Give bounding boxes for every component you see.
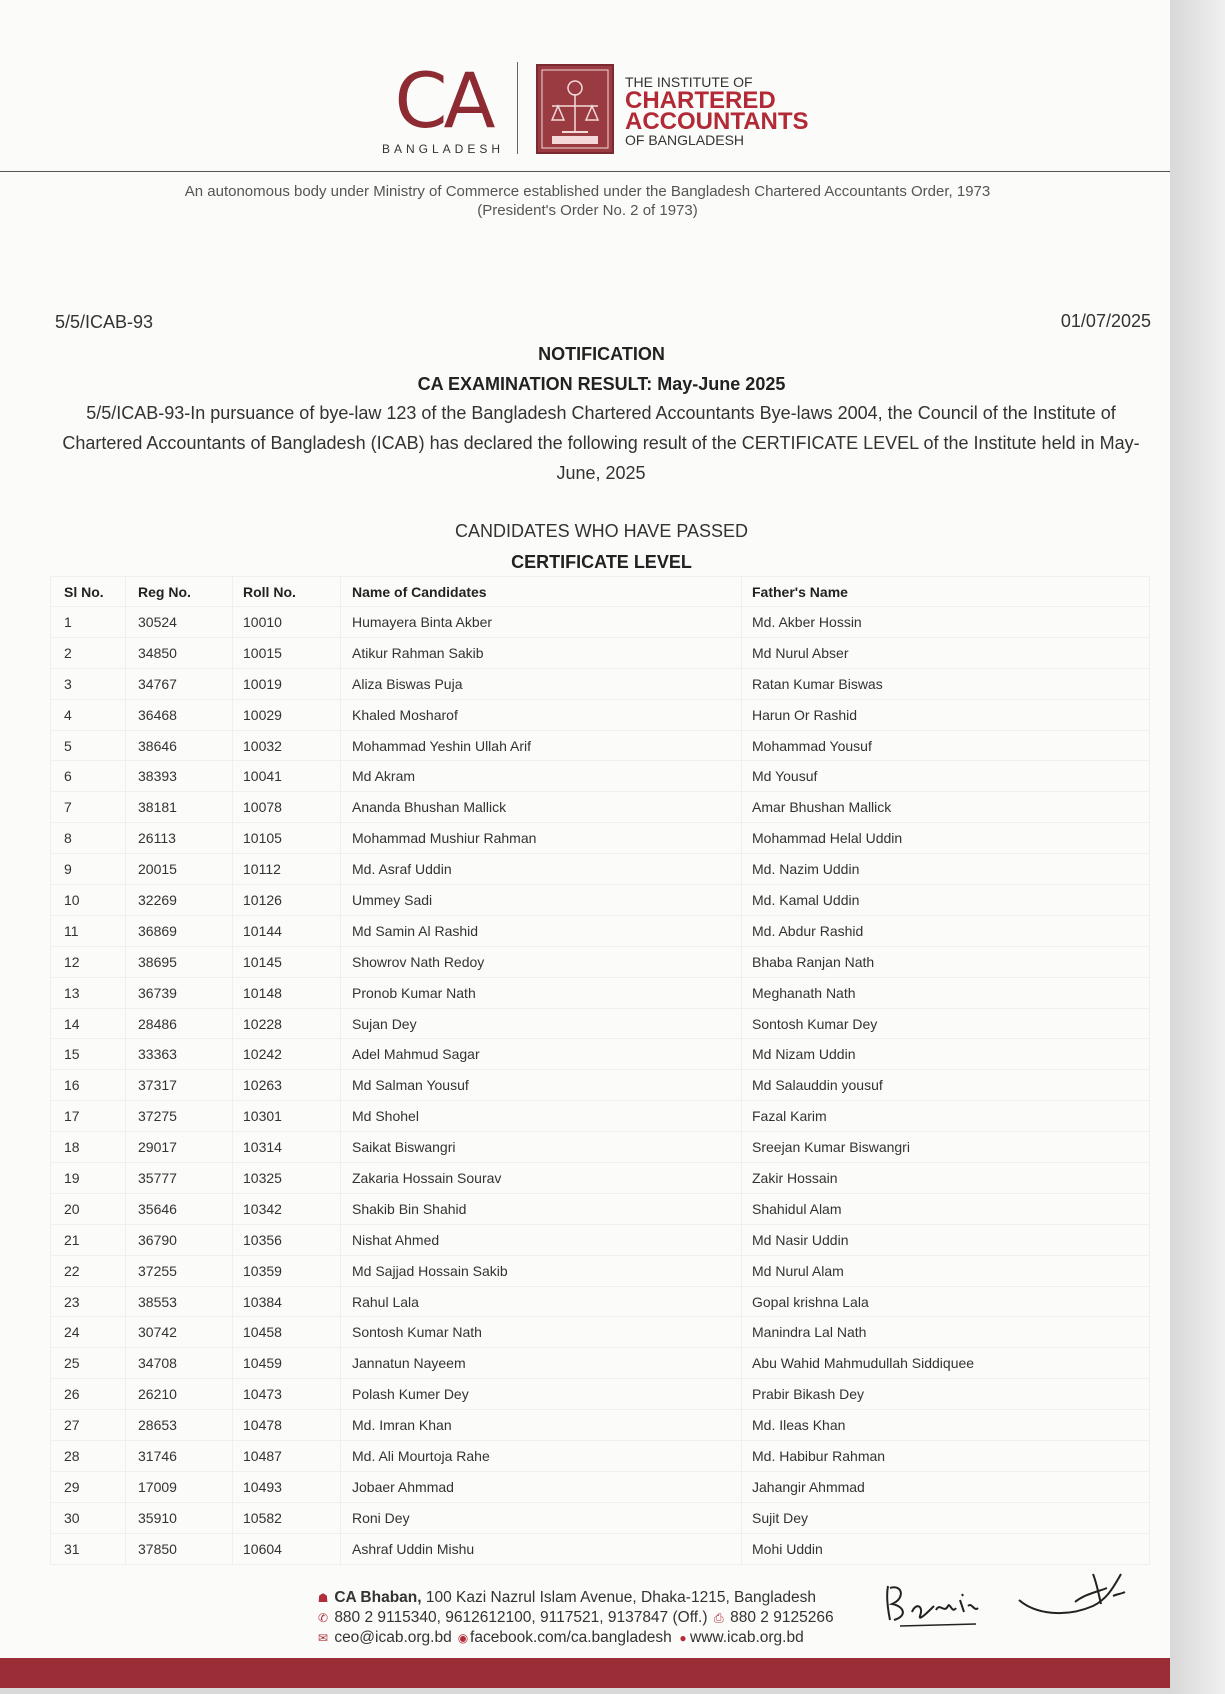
cell-sl-no: 7 xyxy=(51,792,126,823)
cell-father-name: Jahangir Ahmmad xyxy=(742,1471,1150,1502)
table-row xyxy=(51,1101,1150,1132)
cell-reg-no: 38181 xyxy=(126,792,233,823)
cell-sl-no: 6 xyxy=(51,761,126,792)
cell-candidate-name: Pronob Kumar Nath xyxy=(341,977,742,1008)
cell-reg-no: 34850 xyxy=(126,637,233,668)
cell-reg-no: 31746 xyxy=(126,1441,233,1472)
cell-reg-no: 38646 xyxy=(126,730,233,761)
cell-roll-no: 10029 xyxy=(233,699,341,730)
cell-father-name: Meghanath Nath xyxy=(742,977,1150,1008)
cell-reg-no: 26210 xyxy=(126,1379,233,1410)
cell-candidate-name: Rahul Lala xyxy=(341,1286,742,1317)
cell-father-name: Zakir Hossain xyxy=(742,1163,1150,1194)
col-father-name: Father's Name xyxy=(742,577,1150,607)
cell-father-name: Md Nurul Abser xyxy=(742,637,1150,668)
cell-sl-no: 29 xyxy=(51,1471,126,1502)
table-row xyxy=(51,607,1150,638)
cell-candidate-name: Sontosh Kumar Nath xyxy=(341,1317,742,1348)
cell-candidate-name: Md. Ali Mourtoja Rahe xyxy=(341,1441,742,1472)
cell-candidate-name: Khaled Mosharof xyxy=(341,699,742,730)
cell-candidate-name: Saikat Biswangri xyxy=(341,1132,742,1163)
website-link[interactable]: www.icab.org.bd xyxy=(690,1629,804,1646)
cell-roll-no: 10041 xyxy=(233,761,341,792)
cell-roll-no: 10144 xyxy=(233,915,341,946)
table-row xyxy=(51,1471,1150,1502)
cell-candidate-name: Ashraf Uddin Mishu xyxy=(341,1533,742,1564)
table-row xyxy=(51,1317,1150,1348)
cell-sl-no: 20 xyxy=(51,1193,126,1224)
cell-father-name: Md Nizam Uddin xyxy=(742,1039,1150,1070)
cell-roll-no: 10263 xyxy=(233,1070,341,1101)
cell-reg-no: 32269 xyxy=(126,885,233,916)
cell-reg-no: 37275 xyxy=(126,1101,233,1132)
cell-sl-no: 12 xyxy=(51,946,126,977)
col-sl-no: Sl No. xyxy=(51,577,126,607)
cell-sl-no: 13 xyxy=(51,977,126,1008)
cell-father-name: Md. Akber Hossin xyxy=(742,607,1150,638)
cell-roll-no: 10384 xyxy=(233,1286,341,1317)
facebook-icon: ◉ xyxy=(457,1631,469,1645)
cell-sl-no: 18 xyxy=(51,1132,126,1163)
cell-roll-no: 10105 xyxy=(233,823,341,854)
phone-icon: ✆ xyxy=(317,1611,329,1625)
reference-number: 5/5/ICAB-93 xyxy=(55,312,154,332)
cell-sl-no: 19 xyxy=(51,1163,126,1194)
cell-roll-no: 10126 xyxy=(233,885,341,916)
cell-reg-no: 26113 xyxy=(126,823,233,854)
table-row xyxy=(51,1039,1150,1070)
cell-reg-no: 36790 xyxy=(126,1224,233,1255)
cell-sl-no: 28 xyxy=(51,1441,126,1472)
cell-sl-no: 5 xyxy=(51,730,126,761)
cell-roll-no: 10078 xyxy=(233,792,341,823)
cell-roll-no: 10228 xyxy=(233,1008,341,1039)
cell-father-name: Abu Wahid Mahmudullah Siddiquee xyxy=(742,1348,1150,1379)
table-row xyxy=(51,792,1150,823)
cell-roll-no: 10325 xyxy=(233,1163,341,1194)
cell-sl-no: 31 xyxy=(51,1533,126,1564)
cell-candidate-name: Jobaer Ahmmad xyxy=(341,1471,742,1502)
cell-sl-no: 27 xyxy=(51,1410,126,1441)
cell-roll-no: 10314 xyxy=(233,1132,341,1163)
signature-1 xyxy=(880,1576,990,1632)
cell-sl-no: 21 xyxy=(51,1224,126,1255)
cell-roll-no: 10301 xyxy=(233,1101,341,1132)
notice-title: NOTIFICATION xyxy=(538,344,665,364)
table-row xyxy=(51,823,1150,854)
cell-reg-no: 37255 xyxy=(126,1255,233,1286)
cell-sl-no: 23 xyxy=(51,1286,126,1317)
cell-candidate-name: Md Akram xyxy=(341,761,742,792)
cell-roll-no: 10015 xyxy=(233,637,341,668)
cell-father-name: Md. Nazim Uddin xyxy=(742,854,1150,885)
signature-2 xyxy=(1015,1566,1130,1626)
cell-father-name: Harun Or Rashid xyxy=(742,699,1150,730)
cell-sl-no: 22 xyxy=(51,1255,126,1286)
cell-candidate-name: Ummey Sadi xyxy=(341,885,742,916)
cell-father-name: Md. Abdur Rashid xyxy=(742,915,1150,946)
cell-candidate-name: Sujan Dey xyxy=(341,1008,742,1039)
cell-candidate-name: Nishat Ahmed xyxy=(341,1224,742,1255)
fax-icon: ⎙ xyxy=(714,1611,724,1625)
cell-father-name: Md Yousuf xyxy=(742,761,1150,792)
cell-sl-no: 30 xyxy=(51,1502,126,1533)
cell-sl-no: 26 xyxy=(51,1379,126,1410)
cell-sl-no: 17 xyxy=(51,1101,126,1132)
cell-sl-no: 16 xyxy=(51,1070,126,1101)
table-row xyxy=(51,1070,1150,1101)
cell-roll-no: 10145 xyxy=(233,946,341,977)
cell-sl-no: 2 xyxy=(51,637,126,668)
level-heading: CERTIFICATE LEVEL xyxy=(511,552,692,572)
cell-reg-no: 17009 xyxy=(126,1471,233,1502)
cell-candidate-name: Mohammad Mushiur Rahman xyxy=(341,823,742,854)
cell-reg-no: 30742 xyxy=(126,1317,233,1348)
table-row xyxy=(51,637,1150,668)
cell-candidate-name: Md Sajjad Hossain Sakib xyxy=(341,1255,742,1286)
institute-name: THE INSTITUTE OF CHARTERED ACCOUNTANTS OF BANGLADESH xyxy=(625,74,809,148)
cell-reg-no: 36468 xyxy=(126,699,233,730)
cell-candidate-name: Md Salman Yousuf xyxy=(341,1070,742,1101)
cell-reg-no: 30524 xyxy=(126,607,233,638)
cell-roll-no: 10032 xyxy=(233,730,341,761)
cell-reg-no: 38393 xyxy=(126,761,233,792)
cell-father-name: Amar Bhushan Mallick xyxy=(742,792,1150,823)
table-row xyxy=(51,699,1150,730)
table-row xyxy=(51,946,1150,977)
home-icon: ☗ xyxy=(317,1591,329,1605)
notice-body: 5/5/ICAB-93-In pursuance of bye-law 123 of the Bangladesh Chartered Accountants Bye-laws 2004, the Council of the Institute of Chartered Accountants of Bangladesh (ICAB) has declared the following result of the CERTIFICATE LEVEL of the Institute held in May-June, 2025 xyxy=(62,403,1140,483)
cell-roll-no: 10342 xyxy=(233,1193,341,1224)
cell-sl-no: 14 xyxy=(51,1008,126,1039)
table-row xyxy=(51,1379,1150,1410)
cell-roll-no: 10148 xyxy=(233,977,341,1008)
cell-sl-no: 3 xyxy=(51,668,126,699)
cell-reg-no: 35646 xyxy=(126,1193,233,1224)
logo-divider xyxy=(517,62,518,154)
cell-roll-no: 10242 xyxy=(233,1039,341,1070)
cell-reg-no: 28486 xyxy=(126,1008,233,1039)
globe-icon: ● xyxy=(679,1631,687,1645)
cell-candidate-name: Adel Mahmud Sagar xyxy=(341,1039,742,1070)
cell-roll-no: 10478 xyxy=(233,1410,341,1441)
cell-father-name: Md Nurul Alam xyxy=(742,1255,1150,1286)
cell-reg-no: 36739 xyxy=(126,977,233,1008)
cell-candidate-name: Ananda Bhushan Mallick xyxy=(341,792,742,823)
passed-heading: CANDIDATES WHO HAVE PASSED xyxy=(454,521,749,541)
cell-reg-no: 37317 xyxy=(126,1070,233,1101)
cell-reg-no: 28653 xyxy=(126,1410,233,1441)
cell-candidate-name: Md. Imran Khan xyxy=(341,1410,742,1441)
cell-roll-no: 10010 xyxy=(233,607,341,638)
cell-father-name: Mohammad Helal Uddin xyxy=(742,823,1150,854)
cell-sl-no: 11 xyxy=(51,915,126,946)
cell-candidate-name: Showrov Nath Redoy xyxy=(341,946,742,977)
cell-father-name: Md Nasir Uddin xyxy=(742,1224,1150,1255)
table-row xyxy=(51,977,1150,1008)
icab-emblem-icon xyxy=(536,64,614,154)
col-candidate-name: Name of Candidates xyxy=(341,577,742,607)
cell-candidate-name: Shakib Bin Shahid xyxy=(341,1193,742,1224)
cell-candidate-name: Humayera Binta Akber xyxy=(341,607,742,638)
table-row xyxy=(51,1286,1150,1317)
cell-candidate-name: Md. Asraf Uddin xyxy=(341,854,742,885)
table-row xyxy=(51,730,1150,761)
cell-sl-no: 9 xyxy=(51,854,126,885)
cell-father-name: Manindra Lal Nath xyxy=(742,1317,1150,1348)
cell-roll-no: 10493 xyxy=(233,1471,341,1502)
table-row xyxy=(51,885,1150,916)
cell-roll-no: 10019 xyxy=(233,668,341,699)
notice-date: 01/07/2025 xyxy=(1060,311,1151,331)
cell-roll-no: 10112 xyxy=(233,854,341,885)
cell-reg-no: 20015 xyxy=(126,854,233,885)
cell-candidate-name: Md Samin Al Rashid xyxy=(341,915,742,946)
cell-candidate-name: Atikur Rahman Sakib xyxy=(341,637,742,668)
cell-roll-no: 10356 xyxy=(233,1224,341,1255)
cell-candidate-name: Aliza Biswas Puja xyxy=(341,668,742,699)
email-link[interactable]: ceo@icab.org.bd xyxy=(334,1629,452,1646)
table-row xyxy=(51,1255,1150,1286)
cell-reg-no: 38553 xyxy=(126,1286,233,1317)
table-row xyxy=(51,668,1150,699)
col-roll-no: Roll No. xyxy=(233,577,341,607)
cell-father-name: Sontosh Kumar Dey xyxy=(742,1008,1150,1039)
cell-father-name: Mohammad Yousuf xyxy=(742,730,1150,761)
cell-roll-no: 10359 xyxy=(233,1255,341,1286)
cell-reg-no: 33363 xyxy=(126,1039,233,1070)
cell-father-name: Md. Kamal Uddin xyxy=(742,885,1150,916)
cell-candidate-name: Polash Kumer Dey xyxy=(341,1379,742,1410)
cell-father-name: Md. Habibur Rahman xyxy=(742,1441,1150,1472)
table-row xyxy=(51,1348,1150,1379)
email-icon: ✉ xyxy=(317,1631,329,1645)
cell-candidate-name: Jannatun Nayeem xyxy=(341,1348,742,1379)
cell-roll-no: 10582 xyxy=(233,1502,341,1533)
notice-subtitle: CA EXAMINATION RESULT: May-June 2025 xyxy=(417,374,786,394)
cell-reg-no: 34708 xyxy=(126,1348,233,1379)
cell-reg-no: 35910 xyxy=(126,1502,233,1533)
letterhead xyxy=(0,50,1170,170)
facebook-link[interactable]: facebook.com/ca.bangladesh xyxy=(470,1629,672,1646)
table-row xyxy=(51,1008,1150,1039)
table-row xyxy=(51,1502,1150,1533)
table-row xyxy=(51,915,1150,946)
col-reg-no: Reg No. xyxy=(126,577,233,607)
contact-footer: ☗ CA Bhaban, 100 Kazi Nazrul Islam Avenue, Dhaka-1215, Bangladesh ✆ 880 2 9115340, 9612612100, 9117521, 9137847 (Off.) ⎙ 880 2 9125266 ✉ ceo@icab.org.bd ◉ facebook.com/ca.bangladesh ● www.icab.org.bd xyxy=(317,1589,834,1646)
cell-reg-no: 34767 xyxy=(126,668,233,699)
cell-father-name: Shahidul Alam xyxy=(742,1193,1150,1224)
table-row xyxy=(51,1163,1150,1194)
cell-father-name: Ratan Kumar Biswas xyxy=(742,668,1150,699)
cell-roll-no: 10604 xyxy=(233,1533,341,1564)
cell-father-name: Sreejan Kumar Biswangri xyxy=(742,1132,1150,1163)
cell-father-name: Gopal krishna Lala xyxy=(742,1286,1150,1317)
cell-candidate-name: Zakaria Hossain Sourav xyxy=(341,1163,742,1194)
cell-candidate-name: Md Shohel xyxy=(341,1101,742,1132)
table-row xyxy=(51,854,1150,885)
cell-reg-no: 35777 xyxy=(126,1163,233,1194)
cell-reg-no: 29017 xyxy=(126,1132,233,1163)
table-row xyxy=(51,1441,1150,1472)
cell-father-name: Sujit Dey xyxy=(742,1502,1150,1533)
table-row xyxy=(51,1224,1150,1255)
table-row xyxy=(51,1410,1150,1441)
cell-father-name: Mohi Uddin xyxy=(742,1533,1150,1564)
cell-sl-no: 15 xyxy=(51,1039,126,1070)
header-rule xyxy=(0,171,1170,172)
cell-sl-no: 25 xyxy=(51,1348,126,1379)
autonomous-statement: An autonomous body under Ministry of Commerce established under the Bangladesh Chartered Accountants Order, 1973 (President's Order No. 2 of 1973) xyxy=(184,183,991,219)
cell-father-name: Md Salauddin yousuf xyxy=(742,1070,1150,1101)
cell-sl-no: 24 xyxy=(51,1317,126,1348)
footer-strip xyxy=(0,1688,1170,1694)
cell-father-name: Prabir Bikash Dey xyxy=(742,1379,1150,1410)
cell-reg-no: 37850 xyxy=(126,1533,233,1564)
cell-candidate-name: Roni Dey xyxy=(341,1502,742,1533)
cell-sl-no: 10 xyxy=(51,885,126,916)
cell-sl-no: 8 xyxy=(51,823,126,854)
cell-sl-no: 4 xyxy=(51,699,126,730)
results-table xyxy=(50,576,1150,1565)
cell-father-name: Bhaba Ranjan Nath xyxy=(742,946,1150,977)
cell-reg-no: 36869 xyxy=(126,915,233,946)
table-header-row xyxy=(51,577,1150,607)
cell-father-name: Md. Ileas Khan xyxy=(742,1410,1150,1441)
cell-candidate-name: Mohammad Yeshin Ullah Arif xyxy=(341,730,742,761)
cell-roll-no: 10459 xyxy=(233,1348,341,1379)
table-row xyxy=(51,761,1150,792)
table-row xyxy=(51,1132,1150,1163)
cell-roll-no: 10487 xyxy=(233,1441,341,1472)
cell-roll-no: 10473 xyxy=(233,1379,341,1410)
page-edge xyxy=(1170,0,1225,1694)
table-row xyxy=(51,1193,1150,1224)
footer-band xyxy=(0,1658,1170,1688)
table-row xyxy=(51,1533,1150,1564)
ca-bangladesh-logo: CA BANGLADESH xyxy=(381,56,505,156)
cell-father-name: Fazal Karim xyxy=(742,1101,1150,1132)
cell-reg-no: 38695 xyxy=(126,946,233,977)
cell-roll-no: 10458 xyxy=(233,1317,341,1348)
cell-sl-no: 1 xyxy=(51,607,126,638)
